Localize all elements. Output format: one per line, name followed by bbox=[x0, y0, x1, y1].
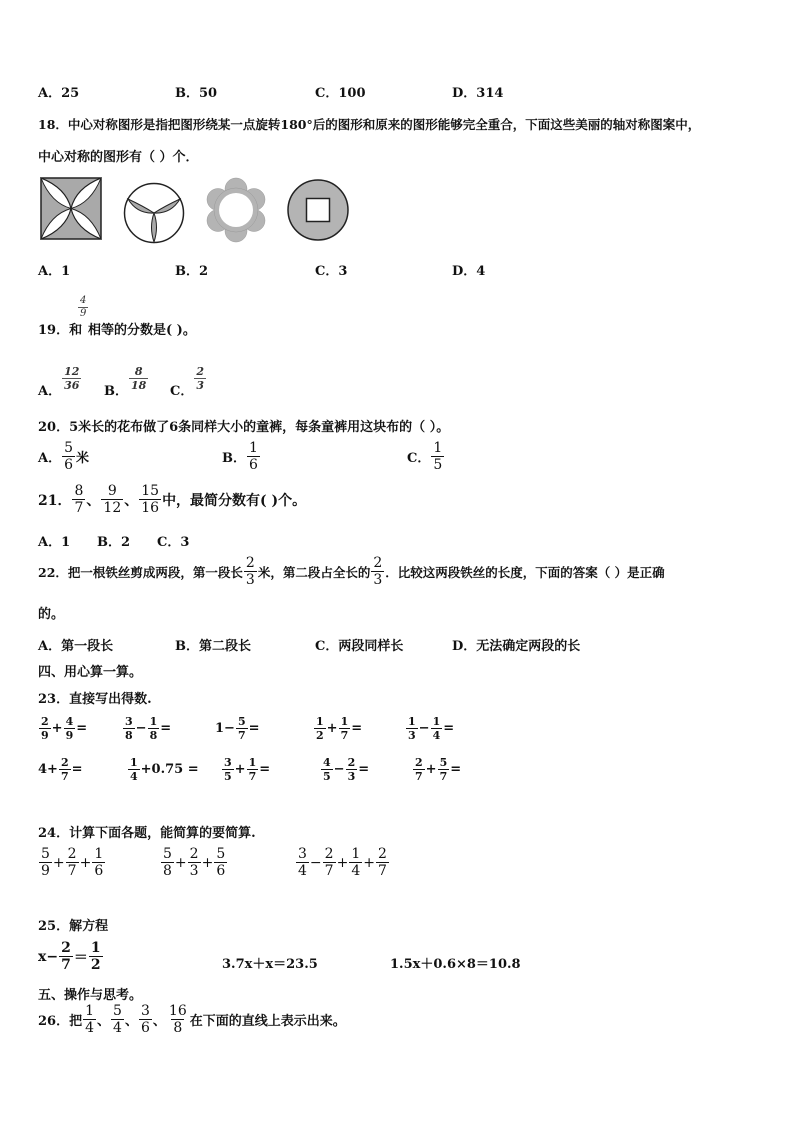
q20-option-a-label: A． bbox=[38, 451, 62, 466]
frac-den: 3 bbox=[408, 729, 416, 742]
math-operator: + bbox=[336, 854, 349, 871]
math-operator: + bbox=[234, 762, 246, 777]
q17-option-b: B．50 bbox=[175, 86, 218, 101]
fraction bbox=[214, 847, 227, 878]
frac-den: 8 bbox=[163, 863, 172, 879]
q26-text-suffix: 在下面的直线上表示出来。 bbox=[189, 1014, 346, 1029]
q19-fraction bbox=[77, 296, 89, 319]
frac-num: 1 bbox=[248, 756, 257, 769]
frac-den: 3 bbox=[373, 572, 383, 588]
q19-question-suffix: 相等的分数是( )。 bbox=[88, 323, 196, 338]
frac-num: 2 bbox=[61, 940, 71, 956]
q19-option-a-label: A． bbox=[38, 384, 62, 399]
math-operator: + bbox=[425, 762, 437, 777]
q23-expr bbox=[122, 716, 171, 741]
frac-num: 3 bbox=[224, 756, 232, 769]
frac-den: 9 bbox=[41, 863, 50, 879]
frac-den: 6 bbox=[94, 863, 104, 879]
frac-num: 5 bbox=[41, 846, 50, 862]
math-operator: = bbox=[71, 762, 83, 777]
q21-question bbox=[38, 484, 306, 515]
frac-den: 6 bbox=[216, 863, 226, 879]
separator: 、 bbox=[124, 492, 139, 509]
q23-expr bbox=[405, 716, 454, 741]
math-operator: = bbox=[351, 721, 363, 736]
q23-expr bbox=[38, 716, 87, 741]
q22-text-part3: ．比较这两段铁丝的长度，下面的答案（ ）是正确 bbox=[385, 564, 665, 580]
fraction bbox=[438, 757, 450, 782]
q24-title: 24．计算下面各题，能简算的要简算. bbox=[38, 826, 256, 841]
frac-num: 1 bbox=[433, 440, 443, 456]
frac-den: 4 bbox=[351, 863, 361, 879]
square-four-petal-icon bbox=[40, 177, 102, 240]
math-operator: = bbox=[259, 762, 271, 777]
section-5-heading: 五、操作与思考。 bbox=[38, 988, 143, 1003]
q25-equation bbox=[38, 941, 104, 972]
math-operator: + bbox=[52, 854, 65, 871]
q17-option-d: D．314 bbox=[452, 86, 504, 101]
q22-question bbox=[38, 556, 665, 587]
q19-option-c-label: C． bbox=[170, 384, 194, 399]
separator: 、 bbox=[152, 1014, 166, 1029]
frac-num: 2 bbox=[189, 846, 199, 862]
frac-num: 1 bbox=[408, 715, 416, 728]
frac-num: 3 bbox=[298, 846, 307, 862]
fraction bbox=[339, 716, 351, 741]
frac-num: 12 bbox=[64, 365, 80, 378]
fraction bbox=[148, 716, 160, 741]
fraction bbox=[161, 847, 174, 878]
frac-num: 5 bbox=[163, 846, 172, 862]
fraction bbox=[296, 847, 309, 878]
q23-expr bbox=[313, 716, 362, 741]
fraction bbox=[222, 757, 234, 782]
frac-den: 3 bbox=[196, 379, 205, 392]
frac-den: 5 bbox=[224, 770, 232, 783]
math-operator: ＝ bbox=[73, 949, 88, 966]
q18-option-a: A．1 bbox=[38, 264, 71, 279]
separator: 、 bbox=[124, 1014, 138, 1029]
frac-den: 2 bbox=[316, 729, 324, 742]
frac-den: 8 bbox=[173, 1020, 183, 1036]
frac-den: 7 bbox=[237, 729, 246, 742]
frac-den: 3 bbox=[347, 770, 356, 783]
fraction bbox=[321, 757, 333, 782]
frac-den: 16 bbox=[141, 500, 160, 516]
frac-num: 5 bbox=[216, 846, 226, 862]
q24-expr bbox=[38, 847, 106, 878]
math-operator: = bbox=[358, 762, 370, 777]
q18-text-line1: 18．中心对称图形是指把图形绕某一点旋转180°后的图形和原来的图形能够完全重合，下面这些美丽的轴对称图案中， bbox=[38, 117, 701, 132]
math-operator: + bbox=[79, 854, 92, 871]
frac-den: 7 bbox=[340, 729, 349, 742]
q21-option-b: B．2 bbox=[97, 535, 131, 550]
q23-expr bbox=[320, 757, 369, 782]
frac-num: 1 bbox=[85, 1003, 95, 1019]
q24-expr bbox=[160, 847, 228, 878]
frac-num: 1 bbox=[90, 940, 101, 956]
frac-den: 6 bbox=[249, 457, 258, 473]
frac-num: 2 bbox=[41, 715, 49, 728]
fraction bbox=[406, 716, 418, 741]
frac-num: 9 bbox=[107, 483, 117, 499]
frac-num: 2 bbox=[415, 756, 423, 769]
math-operator: 4+ bbox=[38, 762, 58, 777]
fraction bbox=[128, 757, 140, 782]
q22-text-part1: 22．把一根铁丝剪成两段，第一段长 bbox=[38, 564, 243, 580]
fraction bbox=[59, 757, 71, 782]
math-operator: = bbox=[160, 721, 172, 736]
frac-den: 36 bbox=[64, 379, 80, 392]
q19-option-c bbox=[170, 358, 207, 399]
q22-text-part2: 米，第二段占全长的 bbox=[257, 564, 371, 580]
frac-num: 5 bbox=[113, 1003, 122, 1019]
frac-num: 8 bbox=[134, 365, 143, 378]
frac-den: 7 bbox=[60, 770, 69, 783]
q22-text-line2: 的。 bbox=[38, 607, 65, 622]
frac-den: 8 bbox=[125, 729, 133, 742]
fraction bbox=[123, 716, 135, 741]
q20-option-b-label: B． bbox=[222, 451, 246, 466]
frac-num: 8 bbox=[74, 483, 84, 499]
fraction bbox=[431, 716, 443, 741]
q25-equation: 3.7x＋x＝23.5 bbox=[222, 957, 318, 972]
q18-text-line2: 中心对称的图形有（ ）个． bbox=[38, 150, 199, 165]
math-operator: + bbox=[201, 854, 214, 871]
q26-question bbox=[38, 1004, 346, 1035]
q18-option-c: C．3 bbox=[315, 264, 348, 279]
frac-num: 2 bbox=[196, 365, 205, 378]
q23-expr bbox=[412, 757, 461, 782]
coin-square-hole-icon bbox=[287, 179, 349, 241]
frac-num: 15 bbox=[141, 483, 160, 499]
fraction bbox=[247, 757, 259, 782]
math-operator: + bbox=[51, 721, 63, 736]
frac-num: 1 bbox=[432, 715, 441, 728]
math-operator: − bbox=[309, 854, 322, 871]
frac-den: 7 bbox=[415, 770, 423, 783]
frac-num: 2 bbox=[347, 756, 356, 769]
fraction bbox=[349, 847, 362, 878]
frac-den: 7 bbox=[439, 770, 448, 783]
fraction bbox=[376, 847, 389, 878]
frac-den: 7 bbox=[324, 863, 334, 879]
math-operator: = bbox=[76, 721, 88, 736]
q19-option-a bbox=[38, 358, 82, 399]
frac-num: 1 bbox=[149, 715, 158, 728]
q22-option-d: D．无法确定两段的长 bbox=[452, 639, 581, 654]
math-operator: = bbox=[248, 721, 260, 736]
frac-den: 9 bbox=[65, 729, 74, 742]
frac-den: 5 bbox=[433, 457, 443, 473]
frac-num: 16 bbox=[168, 1003, 187, 1019]
separator: 、 bbox=[97, 1014, 111, 1029]
q22-option-b: B．第二段长 bbox=[175, 639, 251, 654]
q21-option-a: A．1 bbox=[38, 535, 71, 550]
frac-num: 1 bbox=[94, 846, 104, 862]
q18-option-b: B．2 bbox=[175, 264, 209, 279]
frac-den: 7 bbox=[74, 500, 84, 516]
fraction bbox=[346, 757, 358, 782]
q20-option-b bbox=[222, 441, 261, 472]
frac-den: 4 bbox=[298, 863, 307, 879]
separator: 、 bbox=[86, 492, 101, 509]
frac-num: 2 bbox=[377, 846, 387, 862]
frac-den: 6 bbox=[140, 1020, 150, 1036]
q20-option-a bbox=[38, 441, 89, 472]
fraction bbox=[188, 847, 201, 878]
frac-num: 1 bbox=[130, 756, 138, 769]
fraction bbox=[64, 716, 76, 741]
q20-option-c-label: C． bbox=[407, 451, 431, 466]
q18-option-d: D．4 bbox=[452, 264, 486, 279]
fraction bbox=[66, 847, 79, 878]
q20-option-c bbox=[407, 441, 445, 472]
q25-title: 25．解方程 bbox=[38, 919, 109, 934]
q21-number: 21． bbox=[38, 492, 72, 509]
q19-question-prefix: 19．和 bbox=[38, 323, 83, 338]
frac-den: 5 bbox=[323, 770, 331, 783]
q25-equation: 1.5x＋0.6×8＝10.8 bbox=[390, 957, 521, 972]
math-operator: − bbox=[418, 721, 430, 736]
frac-num: 2 bbox=[60, 756, 69, 769]
frac-den: 4 bbox=[85, 1020, 95, 1036]
frac-den: 9 bbox=[41, 729, 49, 742]
frac-num: 1 bbox=[249, 440, 258, 456]
q26-text-prefix: 26．把 bbox=[38, 1014, 83, 1029]
math-operator: + bbox=[363, 854, 375, 871]
flower-ring-icon bbox=[203, 177, 269, 243]
math-operator: + bbox=[326, 721, 338, 736]
frac-den: 4 bbox=[113, 1020, 122, 1036]
q22-option-a: A．第一段长 bbox=[38, 639, 114, 654]
frac-num: 1 bbox=[340, 715, 349, 728]
q19-option-b bbox=[104, 358, 149, 399]
frac-num: 1 bbox=[316, 715, 324, 728]
q19-frac-den: 9 bbox=[80, 308, 87, 319]
circle-three-petal-icon bbox=[123, 182, 185, 244]
section-4-heading: 四、用心算一算。 bbox=[38, 665, 143, 680]
frac-den: 4 bbox=[432, 729, 441, 742]
q24-expr bbox=[295, 847, 390, 878]
frac-den: 7 bbox=[61, 957, 71, 973]
fraction bbox=[89, 941, 103, 972]
frac-den: 7 bbox=[377, 863, 387, 879]
frac-den: 6 bbox=[64, 457, 74, 473]
frac-den: 8 bbox=[149, 729, 158, 742]
frac-den: 2 bbox=[90, 957, 101, 973]
frac-num: 5 bbox=[64, 440, 74, 456]
frac-num: 5 bbox=[439, 756, 448, 769]
math-operator: − bbox=[333, 762, 345, 777]
frac-num: 4 bbox=[323, 756, 331, 769]
fraction bbox=[92, 847, 105, 878]
q23-expr bbox=[127, 757, 199, 782]
math-operator: = bbox=[450, 762, 462, 777]
frac-num: 3 bbox=[125, 715, 133, 728]
math-operator: = bbox=[443, 721, 455, 736]
q22-option-c: C．两段同样长 bbox=[315, 639, 404, 654]
math-operator: +0.75 = bbox=[140, 762, 199, 777]
frac-num: 1 bbox=[351, 846, 361, 862]
q20-text: 20．5米长的花布做了6条同样大小的童裤，每条童裤用这块布的（ ）。 bbox=[38, 420, 450, 435]
q23-expr bbox=[215, 716, 260, 741]
q17-option-c: C．100 bbox=[315, 86, 366, 101]
frac-num: 2 bbox=[373, 555, 383, 571]
q21-question-suffix: 中，最简分数有( )个。 bbox=[162, 492, 307, 509]
fraction bbox=[323, 847, 336, 878]
frac-num: 2 bbox=[324, 846, 334, 862]
q23-expr bbox=[221, 757, 270, 782]
frac-den: 3 bbox=[189, 863, 199, 879]
fraction bbox=[39, 847, 52, 878]
math-operator: − bbox=[135, 721, 147, 736]
q23-expr bbox=[38, 757, 83, 782]
fraction bbox=[413, 757, 425, 782]
frac-num: 2 bbox=[245, 555, 255, 571]
q20-option-a-unit: 米 bbox=[76, 451, 90, 466]
frac-den: 12 bbox=[103, 500, 122, 516]
q21-option-c: C．3 bbox=[157, 535, 190, 550]
frac-den: 7 bbox=[67, 863, 77, 879]
frac-den: 18 bbox=[131, 379, 147, 392]
fraction bbox=[314, 716, 326, 741]
frac-den: 7 bbox=[248, 770, 257, 783]
math-operator: 1− bbox=[215, 721, 235, 736]
math-operator: x− bbox=[38, 948, 59, 965]
frac-den: 4 bbox=[130, 770, 138, 783]
q19-frac-num: 4 bbox=[80, 295, 87, 306]
q19-option-b-label: B． bbox=[104, 384, 128, 399]
q17-option-a: A．25 bbox=[38, 86, 80, 101]
fraction bbox=[39, 716, 51, 741]
q23-title: 23．直接写出得数. bbox=[38, 692, 152, 707]
frac-num: 3 bbox=[140, 1003, 150, 1019]
fraction bbox=[59, 941, 73, 972]
frac-num: 5 bbox=[237, 715, 246, 728]
frac-num: 4 bbox=[65, 715, 74, 728]
fraction bbox=[236, 716, 248, 741]
frac-num: 2 bbox=[67, 846, 77, 862]
frac-den: 3 bbox=[245, 572, 255, 588]
math-operator: + bbox=[174, 854, 187, 871]
